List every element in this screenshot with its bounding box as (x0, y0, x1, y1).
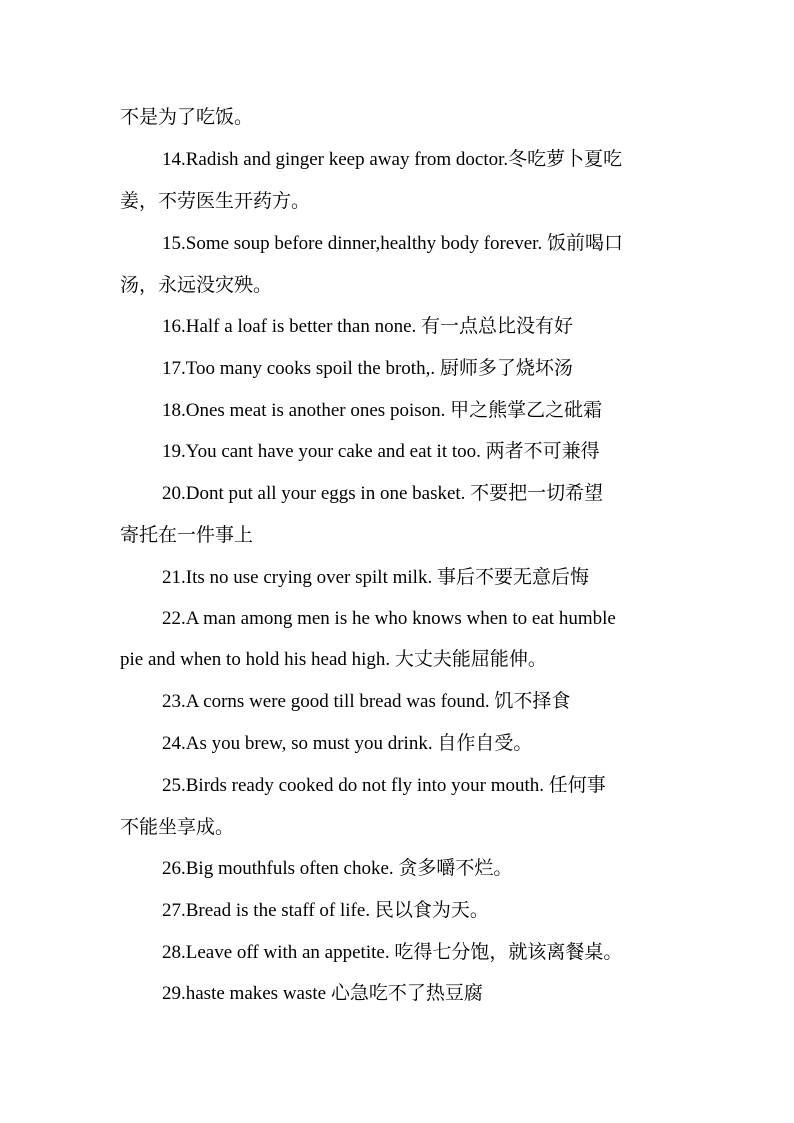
proverb-20: 20.Dont put all your eggs in one basket. 不要把一切希望 (162, 483, 604, 504)
proverb-23: 23.A corns were good till bread was found. 饥不择食 (162, 691, 571, 712)
text-line: 不是为了吃饭。 (120, 107, 254, 128)
proverb-16: 16.Half a loaf is better than none. 有一点总比没有好 (162, 316, 574, 337)
text-line: 不能坐享成。 (120, 817, 235, 838)
proverb-17: 17.Too many cooks spoil the broth,. 厨师多了烧坏汤 (162, 358, 573, 379)
text-line: 寄托在一件事上 (120, 525, 254, 546)
proverb-27: 27.Bread is the staff of life. 民以食为天。 (162, 900, 489, 921)
proverb-26: 26.Big mouthfuls often choke. 贪多嚼不烂。 (162, 858, 513, 879)
proverb-18: 18.Ones meat is another ones poison. 甲之熊掌乙之砒霜 (162, 400, 603, 421)
proverb-21: 21.Its no use crying over spilt milk. 事后不要无意后悔 (162, 567, 589, 588)
proverb-28: 28.Leave off with an appetite. 吃得七分饱，就该离餐桌。 (162, 942, 623, 963)
proverb-15: 15.Some soup before dinner,healthy body forever. 饭前喝口 (162, 233, 623, 254)
proverb-14: 14.Radish and ginger keep away from doctor.冬吃萝卜夏吃 (162, 149, 623, 170)
text-line: 姜，不劳医生开药方。 (120, 191, 311, 212)
proverb-19: 19.You cant have your cake and eat it too. 两者不可兼得 (162, 441, 600, 462)
proverb-29: 29.haste makes waste 心急吃不了热豆腐 (162, 983, 483, 1004)
text-line: pie and when to hold his head high. 大丈夫能屈能伸。 (120, 649, 547, 670)
text-line: 汤，永远没灾殃。 (120, 275, 273, 296)
proverb-24: 24.As you brew, so must you drink. 自作自受。 (162, 733, 533, 754)
proverb-25: 25.Birds ready cooked do not fly into your mouth. 任何事 (162, 775, 606, 796)
proverb-22: 22.A man among men is he who knows when to eat humble (162, 608, 616, 629)
